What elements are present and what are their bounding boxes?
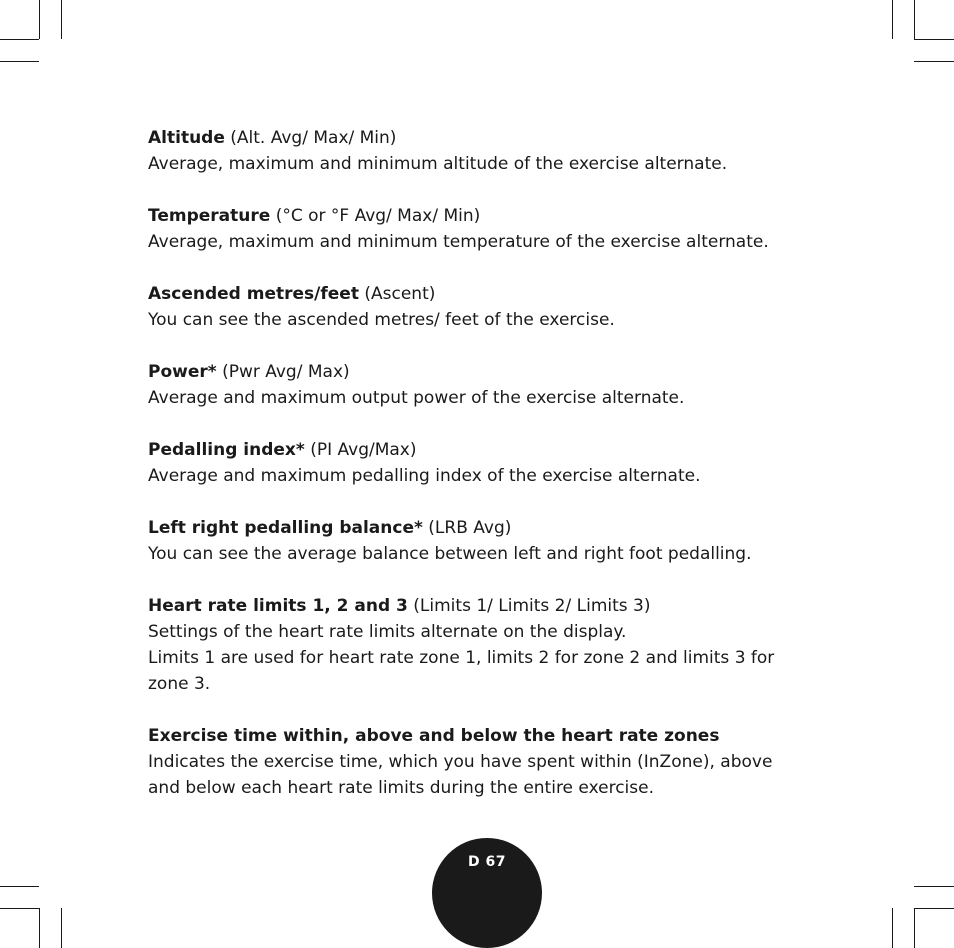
section-description: zone 3. xyxy=(148,674,211,694)
section-title xyxy=(148,203,828,229)
crop-mark xyxy=(39,908,40,948)
crop-mark xyxy=(914,908,915,948)
section-description: You can see the ascended metres/ feet of the exercise. xyxy=(148,310,615,330)
section-title xyxy=(148,125,828,151)
crop-mark xyxy=(892,908,893,948)
crop-mark xyxy=(61,0,62,39)
section-title xyxy=(148,281,828,307)
section-title xyxy=(148,437,828,463)
section-pedalling-balance xyxy=(148,515,828,567)
crop-mark xyxy=(0,61,39,62)
section-altitude xyxy=(148,125,828,177)
section-description: You can see the average balance between left and right foot pedalling. xyxy=(148,544,752,564)
section-pedalling-index xyxy=(148,437,828,489)
section-heading: Pedalling index* xyxy=(148,440,305,460)
section-heading: Ascended metres/feet xyxy=(148,284,359,304)
section-title xyxy=(148,515,828,541)
crop-mark xyxy=(892,0,893,39)
section-description: Settings of the heart rate limits alternate on the display. xyxy=(148,622,627,642)
section-temperature xyxy=(148,203,828,255)
crop-mark xyxy=(914,908,954,909)
section-heading: Left right pedalling balance* xyxy=(148,518,423,538)
crop-mark xyxy=(0,908,39,909)
crop-mark xyxy=(914,886,954,887)
section-description: Limits 1 are used for heart rate zone 1, limits 2 for zone 2 and limits 3 for xyxy=(148,648,775,668)
section-description: Average and maximum pedalling index of the exercise alternate. xyxy=(148,466,701,486)
section-heading: Heart rate limits 1, 2 and 3 xyxy=(148,596,408,616)
crop-mark xyxy=(914,39,954,40)
section-abbreviation: (Alt. Avg/ Max/ Min) xyxy=(230,128,397,148)
crop-mark xyxy=(914,0,915,39)
section-heart-rate-limits xyxy=(148,593,828,697)
section-abbreviation: (Ascent) xyxy=(364,284,436,304)
section-title xyxy=(148,593,828,619)
section-exercise-time-zones xyxy=(148,723,828,801)
section-heading: Altitude xyxy=(148,128,225,148)
section-title xyxy=(148,359,828,385)
section-power xyxy=(148,359,828,411)
crop-mark xyxy=(0,886,39,887)
section-title xyxy=(148,723,828,749)
section-description: Average, maximum and minimum temperature of the exercise alternate. xyxy=(148,232,769,252)
section-description: Average, maximum and minimum altitude of the exercise alternate. xyxy=(148,154,728,174)
section-heading: Power* xyxy=(148,362,217,382)
section-abbreviation: (Limits 1/ Limits 2/ Limits 3) xyxy=(413,596,651,616)
crop-mark xyxy=(0,39,39,40)
section-heading: Exercise time within, above and below the heart rate zones xyxy=(148,726,720,746)
crop-mark xyxy=(61,908,62,948)
page-number: D 67 xyxy=(468,854,506,870)
crop-mark xyxy=(914,61,954,62)
section-description: Indicates the exercise time, which you have spent within (InZone), above xyxy=(148,752,773,772)
section-abbreviation: (LRB Avg) xyxy=(428,518,512,538)
section-ascent xyxy=(148,281,828,333)
section-heading: Temperature xyxy=(148,206,271,226)
page-number-badge xyxy=(432,838,542,948)
section-description: Average and maximum output power of the exercise alternate. xyxy=(148,388,685,408)
crop-mark xyxy=(39,0,40,39)
section-description: and below each heart rate limits during the entire exercise. xyxy=(148,778,654,798)
section-abbreviation: (°C or °F Avg/ Max/ Min) xyxy=(275,206,481,226)
section-abbreviation: (PI Avg/Max) xyxy=(310,440,417,460)
section-abbreviation: (Pwr Avg/ Max) xyxy=(222,362,350,382)
page-content xyxy=(148,125,828,801)
